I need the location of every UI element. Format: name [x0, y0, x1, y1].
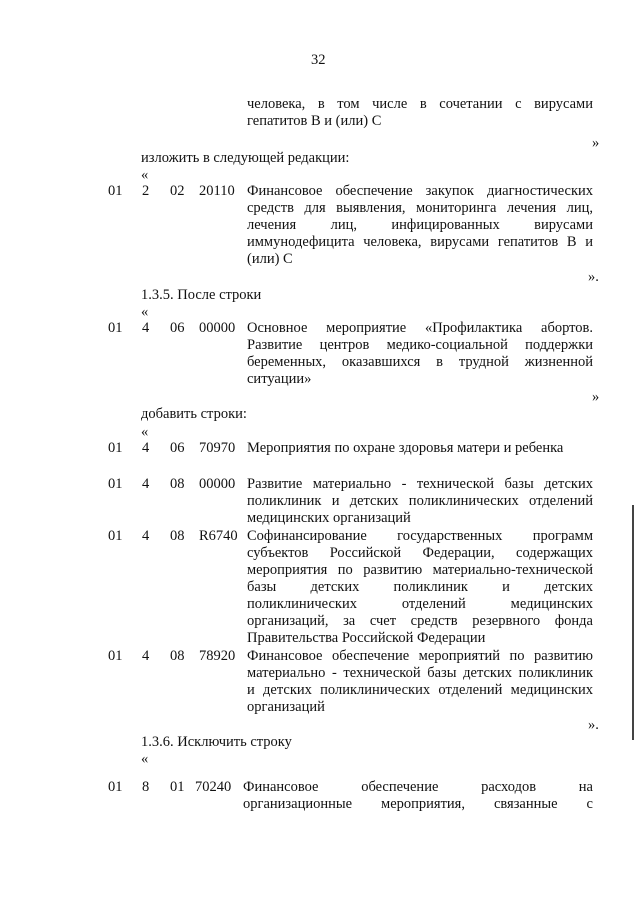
description-line: организаций — [247, 699, 325, 715]
description-line: поликлиник и детских поликлинических отделений — [247, 493, 593, 509]
code-col-4: 78920 — [199, 648, 236, 664]
description-line: Финансовое обеспечение расходов на — [243, 779, 593, 795]
code-col-3: 08 — [170, 648, 185, 664]
code-col-1: 01 — [108, 779, 123, 795]
section-1-3-5: 1.3.5. После строки — [141, 287, 262, 303]
code-col-3: 06 — [170, 440, 185, 456]
code-col-3: 06 — [170, 320, 185, 336]
close-quote: » — [592, 135, 600, 151]
description-line: и детских поликлинических отделений медицинских — [247, 682, 593, 698]
description-line: (или) С — [247, 251, 293, 267]
code-col-2: 4 — [142, 440, 150, 456]
description-line: Развитие центров медико-социальной поддержки — [247, 337, 593, 353]
code-col-1: 01 — [108, 476, 123, 492]
description-line: Правительства Российской Федерации — [247, 630, 486, 646]
row-description — [247, 440, 593, 457]
code-col-3: 01 — [170, 779, 185, 795]
description-line: мероприятия по развитию материально-технической — [247, 562, 593, 578]
description-line: поликлинических отделений медицинских — [247, 596, 593, 612]
description-line: Мероприятия по охране здоровья матери и ребенка — [247, 440, 564, 456]
description-line: организационные мероприятия, связанные с — [243, 796, 593, 812]
open-quote: « — [141, 304, 149, 320]
row-description — [247, 183, 593, 268]
code-col-1: 01 — [108, 528, 123, 544]
code-col-2: 8 — [142, 779, 150, 795]
description-line: иммунодефицита человека, вирусами гепатитов В и — [247, 234, 593, 250]
code-col-4: 00000 — [199, 320, 236, 336]
row-description — [243, 779, 593, 813]
open-quote: « — [141, 751, 149, 767]
description-line: Финансовое обеспечение закупок диагностических — [247, 183, 593, 199]
code-col-2: 4 — [142, 528, 150, 544]
add-instruction: добавить строки: — [141, 406, 247, 422]
code-col-3: 02 — [170, 183, 185, 199]
close-quote: » — [592, 389, 600, 405]
scan-edge-line — [632, 505, 634, 740]
code-col-4: 00000 — [199, 476, 236, 492]
description-line: организаций, за счет средств резервного фонда — [247, 613, 593, 629]
section-1-3-6: 1.3.6. Исключить строку — [141, 734, 292, 750]
description-line: Основное мероприятие «Профилактика абортов. — [247, 320, 593, 336]
page-number: 32 — [311, 52, 326, 68]
description-line: Финансовое обеспечение мероприятий по развитию — [247, 648, 593, 664]
code-col-4: 70240 — [195, 779, 232, 795]
description-line: беременных, оказавшихся в трудной жизненной — [247, 354, 593, 370]
code-col-1: 01 — [108, 183, 123, 199]
code-col-4: 20110 — [199, 183, 235, 199]
description-line: медицинских организаций — [247, 510, 411, 526]
description-line: ситуации» — [247, 371, 312, 387]
open-quote: « — [141, 424, 149, 440]
code-col-2: 4 — [142, 320, 150, 336]
open-quote: « — [141, 167, 149, 183]
code-col-4: R6740 — [199, 528, 238, 544]
close-quote: ». — [588, 717, 599, 733]
description-line: Софинансирование государственных программ — [247, 528, 593, 544]
code-col-1: 01 — [108, 648, 123, 664]
code-col-4: 70970 — [199, 440, 236, 456]
prev-row-fragment — [247, 96, 593, 130]
code-col-3: 08 — [170, 528, 185, 544]
description-line: средств для выявления, мониторинга лечения лиц, — [247, 200, 593, 216]
description-line: базы детских поликлиник и детских — [247, 579, 593, 595]
row-description — [247, 648, 593, 716]
row-description — [247, 320, 593, 388]
edit-instruction: изложить в следующей редакции: — [141, 150, 350, 166]
row-description — [247, 476, 593, 527]
description-line: субъектов Российской Федерации, содержащих — [247, 545, 593, 561]
close-quote: ». — [588, 269, 599, 285]
description-line: материально - технической базы детских поликлиник — [247, 665, 593, 681]
fragment-line-2: гепатитов В и (или) С — [247, 113, 382, 129]
row-description — [247, 528, 593, 647]
description-line: Развитие материально - технической базы детских — [247, 476, 593, 492]
code-col-1: 01 — [108, 440, 123, 456]
code-col-3: 08 — [170, 476, 185, 492]
code-col-2: 4 — [142, 476, 150, 492]
description-line: лечения лиц, инфицированных вирусами — [247, 217, 593, 233]
code-col-1: 01 — [108, 320, 123, 336]
code-col-2: 4 — [142, 648, 150, 664]
fragment-line-1: человека, в том числе в сочетании с вирусами — [247, 96, 593, 112]
code-col-2: 2 — [142, 183, 150, 199]
